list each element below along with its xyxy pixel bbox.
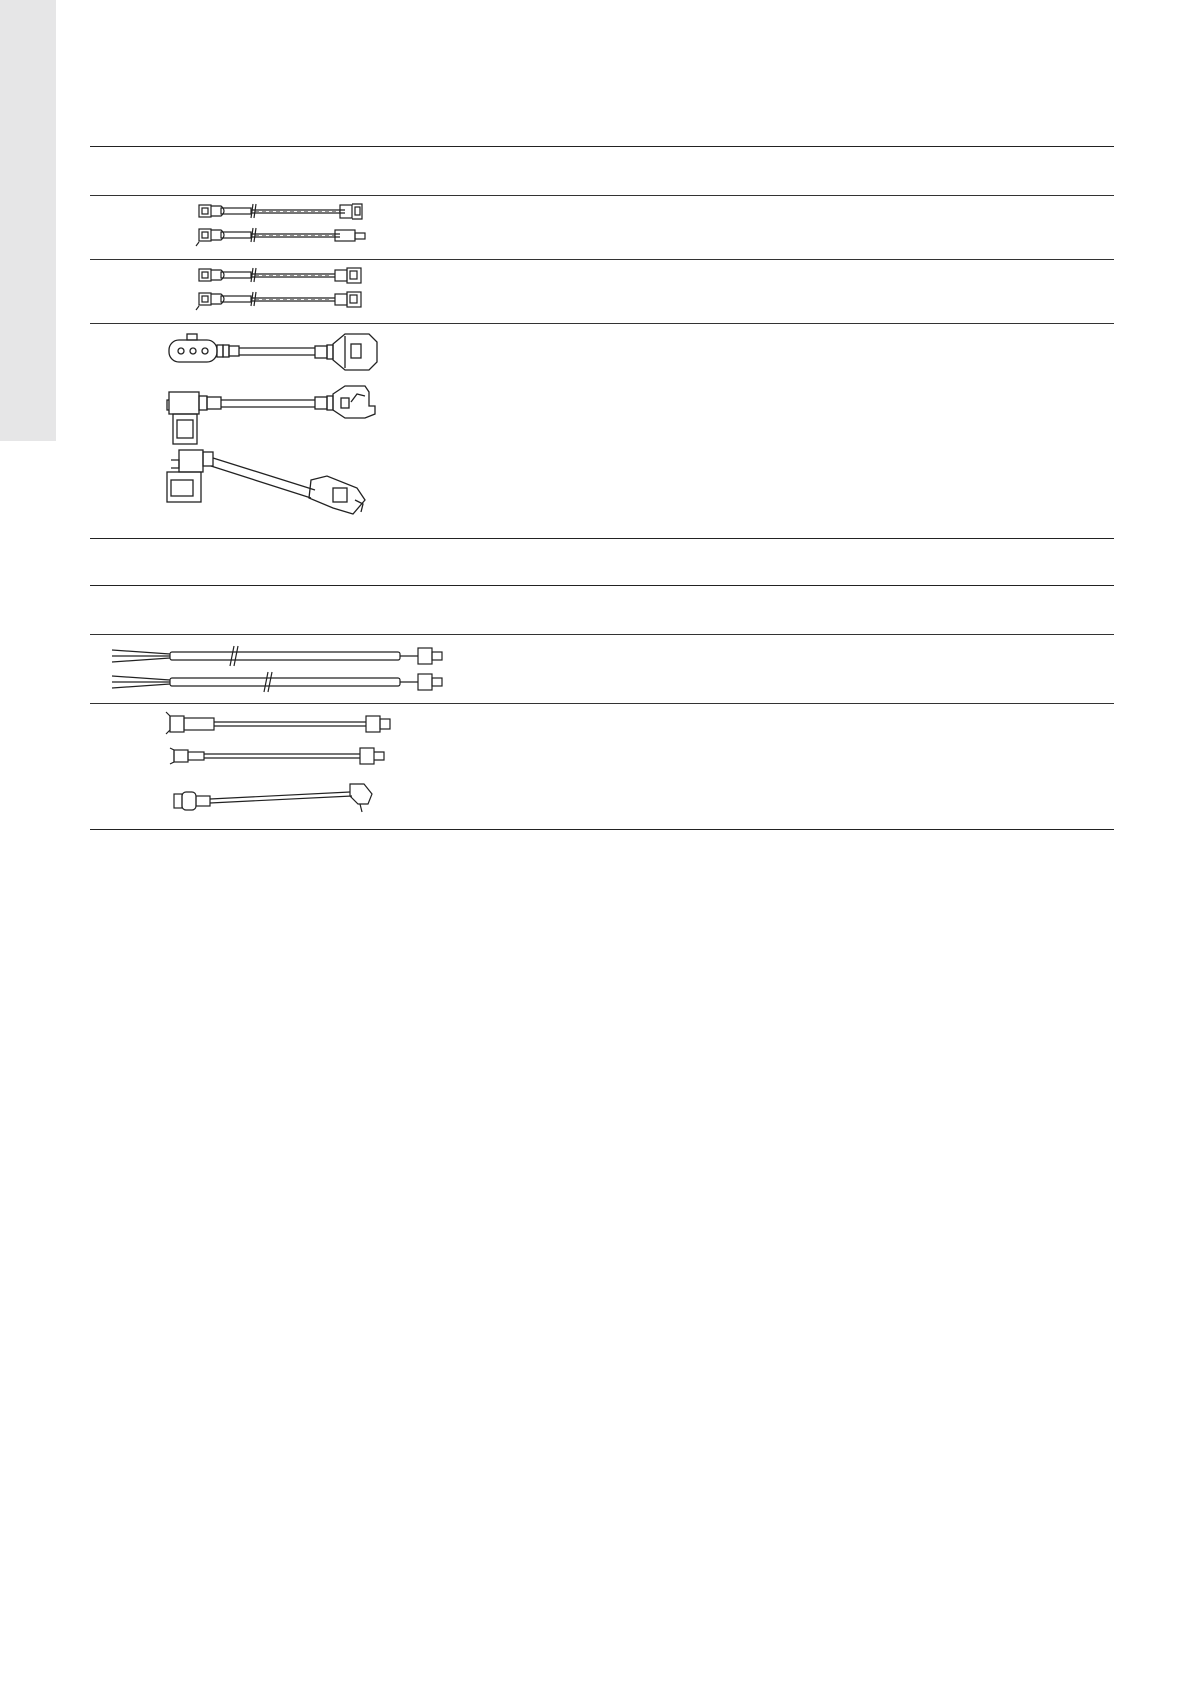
cable-drawing [196, 204, 365, 246]
table-top-rule [90, 146, 1114, 147]
cable-drawing [196, 268, 361, 310]
table-bottom-rule [90, 538, 1114, 539]
cable-illustration-row-2 [195, 264, 385, 314]
table-header-rule [90, 195, 1114, 196]
cable-illustration-row-1 [195, 200, 385, 250]
table-header-rule [90, 634, 1114, 635]
cable-illustration-row-5 [160, 708, 410, 823]
table-top-rule [90, 585, 1114, 586]
table-bottom-rule [90, 829, 1114, 830]
cable-illustration-row-4 [108, 640, 458, 695]
side-tab-marker [0, 0, 56, 441]
row-divider [90, 703, 1114, 704]
cable-drawing [112, 646, 442, 692]
cable-drawing [167, 334, 377, 514]
row-divider [90, 323, 1114, 324]
row-divider [90, 259, 1114, 260]
cable-illustration-row-3 [165, 330, 405, 530]
cable-drawing [166, 712, 390, 812]
